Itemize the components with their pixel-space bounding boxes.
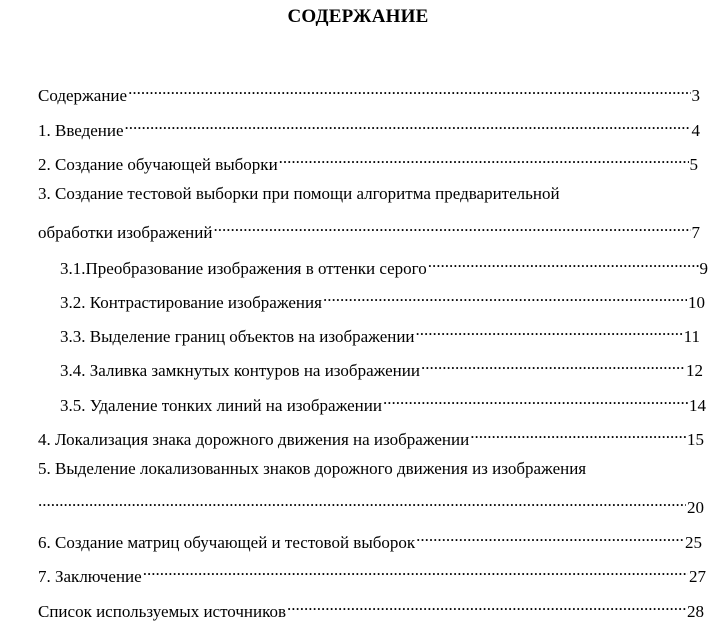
dot-leader	[383, 391, 688, 411]
toc-page-number: 7	[691, 223, 700, 242]
dot-leader	[128, 81, 690, 101]
toc-entry-label: обработки изображений	[38, 223, 213, 242]
dot-leader	[38, 493, 686, 513]
toc-entry-label: 3.4. Заливка замкнутых контуров на изображении	[60, 361, 420, 380]
toc-entry-label: 7. Заключение	[38, 567, 142, 586]
toc-entry-matrices[interactable]	[38, 528, 702, 553]
toc-entry-conclusion[interactable]	[38, 562, 706, 587]
toc-page-number: 4	[691, 121, 700, 140]
toc-page-number: 9	[699, 259, 708, 278]
toc-page-number: 12	[686, 361, 703, 380]
toc-entry-fill-contours[interactable]	[60, 356, 703, 381]
toc-entry-label: 3.3. Выделение границ объектов на изображении	[60, 327, 415, 346]
toc-entry-label: 4. Локализация знака дорожного движения на изображении	[38, 430, 470, 449]
toc-entry-label: 2. Создание обучающей выборки	[38, 155, 278, 174]
toc-page-number: 25	[685, 533, 702, 552]
toc-page-number: 11	[683, 327, 700, 346]
dot-leader	[287, 597, 686, 617]
toc-entry-localization[interactable]	[38, 425, 704, 450]
dot-leader	[428, 254, 699, 274]
dot-leader	[323, 288, 687, 308]
toc-page-number: 28	[687, 602, 704, 621]
toc-entry-label: 3.1.Преобразование изображения в оттенки серого	[60, 259, 427, 278]
toc-entry-introduction[interactable]	[38, 116, 700, 141]
dot-leader	[213, 218, 690, 238]
toc-entry-test-set-line1[interactable]: 3. Создание тестовой выборки при помощи алгоритма предварительной	[38, 184, 560, 203]
toc-entry-training-set[interactable]	[38, 150, 698, 175]
dot-leader	[416, 528, 684, 548]
toc-entry-label: 1. Введение	[38, 121, 124, 140]
dot-leader	[125, 116, 691, 136]
toc-entry-label: 3.5. Удаление тонких линий на изображении	[60, 396, 382, 415]
page-title: СОДЕРЖАНИЕ	[287, 6, 429, 27]
toc-page-number: 15	[687, 430, 704, 449]
dot-leader	[143, 562, 688, 582]
dot-leader	[279, 150, 689, 170]
toc-page-number: 5	[689, 155, 698, 174]
toc-page-number: 3	[691, 86, 700, 105]
toc-entry-label: Список используемых источников	[38, 602, 287, 621]
toc-entry-test-set[interactable]	[38, 218, 700, 243]
toc-entry-thin-lines[interactable]	[60, 391, 706, 416]
dot-leader	[421, 356, 685, 376]
dot-leader	[416, 322, 683, 342]
toc-entry-references[interactable]	[38, 597, 704, 622]
toc-entry-extraction[interactable]	[38, 493, 704, 518]
toc-entry-grayscale[interactable]	[60, 254, 708, 279]
dot-leader	[470, 425, 686, 445]
toc-page-number: 27	[689, 567, 706, 586]
toc-entry-contents[interactable]	[38, 81, 700, 106]
toc-page-number: 14	[689, 396, 706, 415]
toc-entry-label: Содержание	[38, 86, 128, 105]
toc-entry-label: 6. Создание матриц обучающей и тестовой выборок	[38, 533, 416, 552]
toc-page-number: 20	[687, 498, 704, 517]
toc-entry-contrast[interactable]	[60, 288, 705, 313]
toc-entry-edges[interactable]	[60, 322, 700, 347]
toc-entry-label: 3.2. Контрастирование изображения	[60, 293, 322, 312]
toc-entry-extraction-line1[interactable]: 5. Выделение локализованных знаков дорожного движения из изображения	[38, 459, 587, 478]
toc-page-number: 10	[688, 293, 705, 312]
